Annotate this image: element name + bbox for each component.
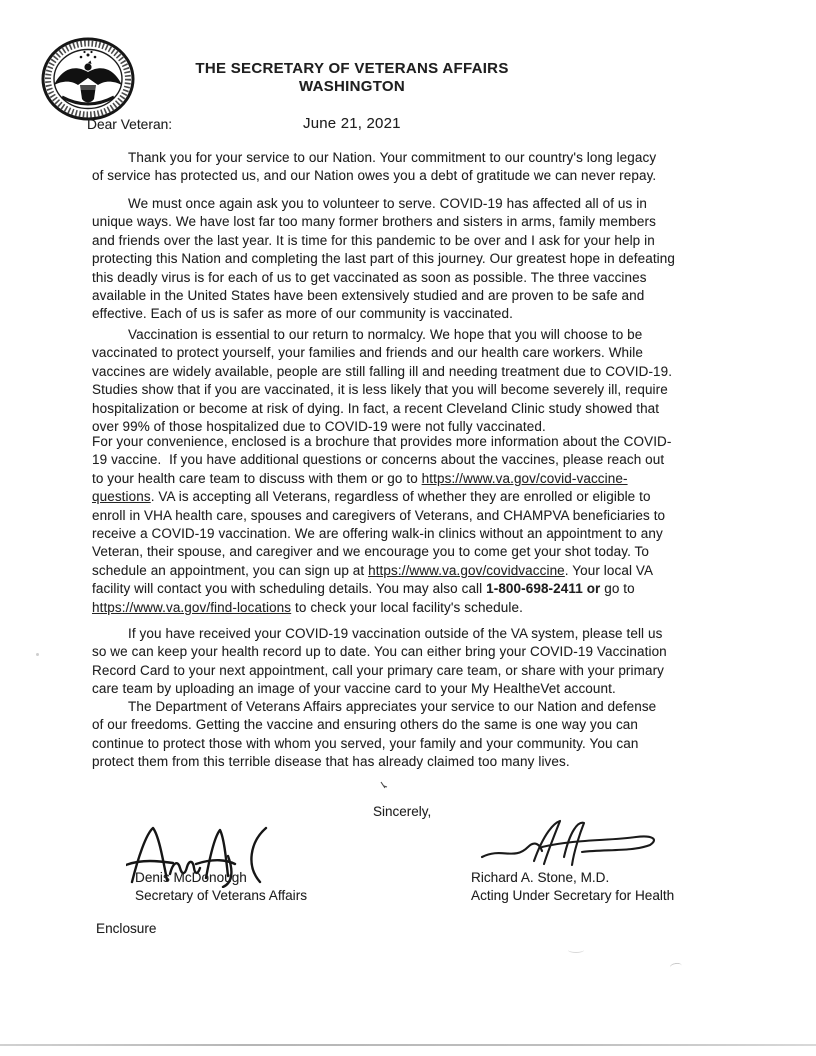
signer-title: Acting Under Secretary for Health: [471, 888, 675, 904]
signer-name: Richard A. Stone, M.D.: [471, 870, 610, 885]
letter-line: [92, 625, 752, 643]
scan-artifact: [36, 653, 39, 656]
text-segment: If you have received your COVID-19 vaccination outside of the VA system, please tell us: [128, 626, 663, 641]
signer-block-left: [135, 869, 307, 906]
signer-title: Secretary of Veterans Affairs: [135, 888, 308, 904]
paragraph-3: [92, 326, 752, 436]
letter-line: [92, 433, 752, 451]
text-segment: unique ways. We have lost far too many former brothers and sisters in arms, family members: [92, 214, 656, 230]
scan-edge-artifact: [0, 1044, 816, 1046]
letter-line: [92, 451, 752, 469]
text-segment: Record Card to your next appointment, call your primary care team, or share with your primary: [92, 662, 665, 678]
letter-line: [92, 195, 752, 213]
url-text[interactable]: https://www.va.gov/find-locations: [92, 599, 292, 615]
text-segment: protect them from this terrible disease that has already claimed too many lives.: [92, 754, 570, 770]
text-segment: of service has protected us, and our Nation owes you a debt of gratitude we can never repay.: [92, 168, 657, 184]
text-segment: and friends over the last year. It is time for this pandemic to be over and I ask for your help in: [92, 232, 655, 248]
url-text[interactable]: https://www.va.gov/covid-vaccine-: [421, 470, 628, 486]
letterhead-line2: WASHINGTON: [298, 77, 406, 95]
paragraph-5: [92, 625, 752, 699]
letter-line: [92, 363, 752, 381]
letter-line: [92, 400, 752, 418]
letter-line: [92, 326, 752, 344]
scan-artifact: [568, 947, 584, 953]
text-segment: of our freedoms. Getting the vaccine and ensuring others do the same is one way you can: [92, 717, 639, 733]
text-segment: effective. Each of us is safer as more of our community is vaccinated.: [92, 306, 513, 322]
letter-line: [92, 470, 752, 488]
letter-line: [92, 213, 752, 231]
text-segment: facility will contact you with scheduling details. You may also call: [92, 581, 487, 597]
letter-line: [92, 149, 752, 167]
letter-line: [92, 543, 752, 561]
letter-line: [92, 698, 752, 716]
letter-line: [92, 643, 752, 661]
enclosure-note: Enclosure: [96, 921, 157, 936]
letter-line: [92, 662, 752, 680]
letterhead: [92, 60, 612, 95]
letterhead-line1: THE SECRETARY OF VETERANS AFFAIRS: [195, 60, 509, 77]
text-segment: hospitalization or become at risk of dying. In fact, a recent Cleveland Clinic study showed that: [92, 400, 660, 416]
letter-line: [92, 735, 752, 753]
scan-artifact: [380, 781, 388, 792]
letter-line: [92, 488, 752, 506]
url-text[interactable]: https://www.va.gov/covidvaccine: [368, 562, 565, 578]
paragraph-1: [92, 149, 752, 186]
text-segment: Studies show that if you are vaccinated, it is less likely that you will become severely ill, require: [92, 382, 668, 398]
letter-line: [92, 680, 752, 698]
text-segment: care team by uploading an image of your vaccine card to your My HealtheVet account.: [92, 681, 616, 697]
letter-line: [92, 381, 752, 399]
text-segment: The Department of Veterans Affairs appreciates your service to our Nation and defense: [128, 699, 657, 714]
text-segment: Vaccination is essential to our return to normalcy. We hope that you will choose to be: [128, 327, 643, 342]
text-segment: to check your local facility's schedule.: [291, 599, 523, 615]
letter-line: [92, 562, 752, 580]
letter-line: [92, 507, 752, 525]
text-segment: vaccinated to protect yourself, your families and friends and our health care workers. While: [92, 345, 643, 361]
signer-name: Denis McDonough: [135, 870, 247, 885]
text-segment: vaccines are widely available, people are still falling ill and needing treatment due to COVID-19.: [92, 363, 673, 379]
closing: Sincerely,: [373, 804, 432, 819]
salutation: Dear Veteran:: [87, 117, 173, 132]
text-segment: protecting this Nation and completing the last part of this journey. Our greatest hope in defeating: [92, 251, 675, 267]
letter-line: [92, 599, 752, 617]
paragraph-4: [92, 433, 752, 617]
text-segment: over 99% of those hospitalized due to COVID-19 were not fully vaccinated.: [92, 419, 546, 435]
letter-date: June 21, 2021: [303, 115, 401, 132]
text-segment: available in the United States have been extensively studied and are proven to be safe and: [92, 288, 645, 304]
signer-block-right: [471, 869, 674, 906]
text-segment: Veteran, their spouse, and caregiver and we encourage you to come get your shot today. To: [92, 544, 649, 560]
letter-line: [92, 269, 752, 287]
text-segment: to your health care team to discuss with them or go to: [92, 470, 422, 486]
text-segment: schedule an appointment, you can sign up at: [92, 562, 369, 578]
text-segment: For your convenience, enclosed is a brochure that provides more information about the COVID-: [92, 434, 672, 449]
text-segment: so we can keep your health record up to date. You can either bring your COVID-19 Vaccination: [92, 644, 667, 660]
letter-line: [92, 232, 752, 250]
letter-line: [92, 250, 752, 268]
text-segment: 19 vaccine. If you have additional questions or concerns about the vaccines, please reach out: [92, 452, 665, 468]
letter-line: [92, 344, 752, 362]
text-segment: continue to protect those with whom you served, your family and your community. You can: [92, 735, 639, 751]
text-segment: this deadly virus is for each of us to get vaccinated as soon as possible. The three vaccines: [92, 269, 647, 285]
letter-line: [92, 753, 752, 771]
letter-line: [92, 167, 752, 185]
letter-line: [92, 287, 752, 305]
text-segment: Thank you for your service to our Nation. Your commitment to our country's long legacy: [128, 150, 657, 165]
signature-richard-stone-icon: [480, 819, 662, 869]
text-segment: We must once again ask you to volunteer to serve. COVID-19 has affected all of us in: [128, 196, 647, 211]
paragraph-6: [92, 698, 752, 772]
text-segment: receive a COVID-19 vaccination. We are offering walk-in clinics without an appointment to any: [92, 526, 663, 542]
text-segment: go to: [600, 581, 635, 597]
letter-line: [92, 305, 752, 323]
text-segment: . VA is accepting all Veterans, regardless of whether they are enrolled or eligible to: [150, 489, 651, 505]
text-segment: enroll in VHA health care, spouses and caregivers of Veterans, and CHAMPVA beneficiaries to: [92, 507, 666, 523]
letter-line: [92, 716, 752, 734]
letter-line: [92, 580, 752, 598]
scan-artifact: [670, 962, 683, 971]
text-segment: . Your local VA: [564, 562, 654, 578]
paragraph-2: [92, 195, 752, 324]
phone-number: 1-800-698-2411 or: [486, 581, 601, 597]
letter-line: [92, 525, 752, 543]
url-text[interactable]: questions: [92, 489, 151, 505]
